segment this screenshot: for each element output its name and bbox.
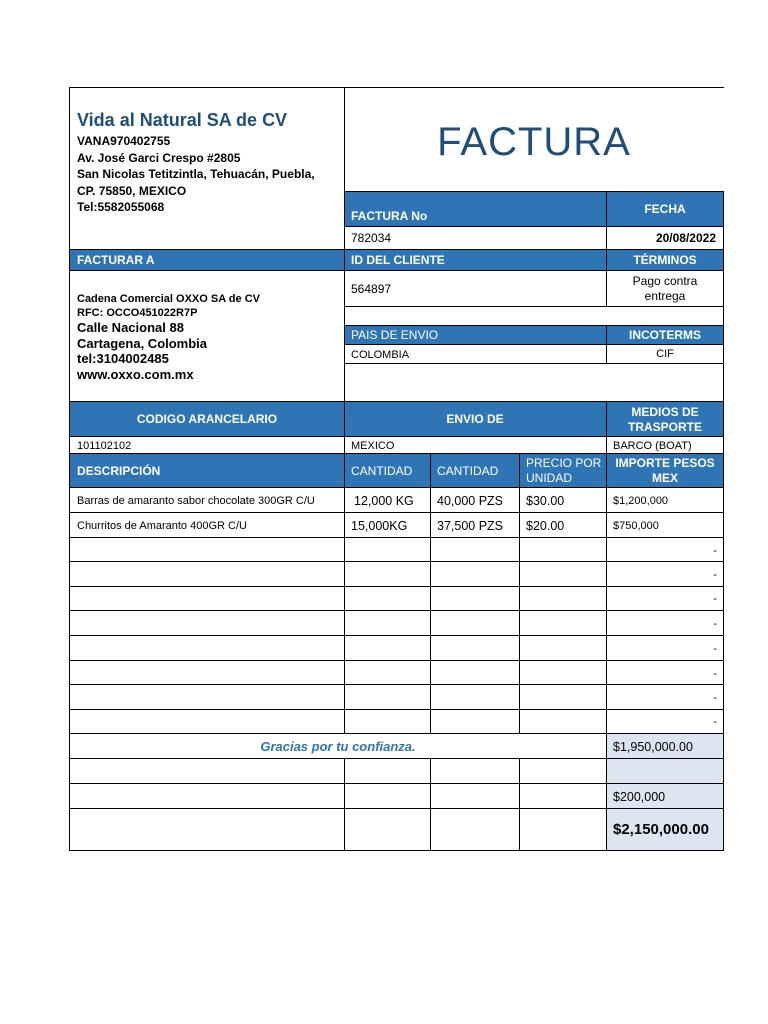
date-header: FECHA [606,192,724,226]
bill-to-street: Calle Nacional 88 [77,320,184,335]
bill-to-city: Cartagena, Colombia [77,335,208,351]
total-cell [606,809,724,850]
terms-value: Pago contra entrega [632,274,698,303]
invoice-number-header: FACTURA No [344,192,606,226]
row-2-quantity-kg: 15,000KG [351,518,408,533]
transport-value: BARCO (BOAT) [613,439,692,452]
empty-row-mark: - [713,715,717,728]
terms-header: TÉRMINOS [606,250,724,271]
origin-header: ENVIO DE [344,402,606,437]
row-2-description: Churritos de Amaranto 400GR C/U [77,519,247,532]
quantity-kg-header: CANTIDAD [344,454,430,488]
extra-charge-value: $200,000 [606,784,724,809]
description-header: DESCRIPCIÓN [70,454,344,488]
company-city: San Nicolas Tetitzintla, Tehuacán, Puebla, [77,167,315,181]
company-postal: CP. 75850, MEXICO [77,183,187,198]
incoterms-header: INCOTERMS [606,326,724,345]
row-1-quantity-kg: 12,000 KG [354,493,414,508]
empty-row-mark: - [713,667,717,680]
row-2-amount: $750,000 [613,519,659,532]
empty-row-mark: - [713,691,717,704]
origin-value: MEXICO [351,439,395,452]
company-street: Av. José Garci Crespo #2805 [77,150,241,165]
row-1-quantity-pcs: 40,000 PZS [437,493,504,508]
transport-header: MEDIOS DE TRASPORTE [606,402,724,437]
company-rfc: VANA970402755 [77,134,171,148]
customs-code: 101102102 [77,439,132,452]
incoterms-value: CIF [656,348,674,360]
thanks-message: Gracias por tu confianza. [260,739,416,754]
bill-to-rfc: RFC: OCCO451022R7P [77,307,198,319]
company-phone: Tel:5582055068 [77,200,165,214]
bill-to-header: FACTURAR A [70,250,344,271]
unit-price-header: PRECIO POR UNIDAD [519,454,606,488]
invoice-date: 20/08/2022 [655,231,716,245]
row-1-description: Barras de amaranto sabor chocolate 300GR C/U [77,494,315,507]
bill-to-address [70,292,344,392]
row-1-amount: $1,200,000 [613,494,669,507]
invoice-number: 782034 [351,231,392,245]
row-1-unit-price: $30.00 [526,493,565,508]
tax-cell [606,759,724,784]
amount-header: IMPORTE PESOS MEX [606,454,724,488]
document-title: FACTURA [437,119,631,164]
quantity-pcs-header: CANTIDAD [430,454,519,488]
total-value: $2,150,000.00 [613,820,709,838]
subtotal-value: $1,950,000.00 [606,734,724,759]
company-name: Vida al Natural SA de CV [77,110,288,130]
empty-row-mark: - [713,642,717,655]
ship-country: COLOMBIA [351,348,410,361]
empty-row-mark: - [713,592,717,605]
empty-row-mark: - [713,568,717,581]
company-block [70,88,344,250]
bill-to-phone: tel:3104002485 [77,351,169,366]
ship-country-header: PAIS DE ENVIO [344,326,606,345]
empty-row-mark: - [713,617,717,630]
client-id: 564897 [351,282,392,296]
bill-to-web: www.oxxo.com.mx [77,366,194,382]
bill-to-name: Cadena Comercial OXXO SA de CV [77,293,260,305]
row-2-unit-price: $20.00 [526,518,565,533]
row-2-quantity-pcs: 37,500 PZS [437,518,504,533]
customs-code-header: CODIGO ARANCELARIO [70,402,344,437]
empty-row-mark: - [713,544,717,557]
client-id-header: ID DEL CLIENTE [344,250,606,271]
